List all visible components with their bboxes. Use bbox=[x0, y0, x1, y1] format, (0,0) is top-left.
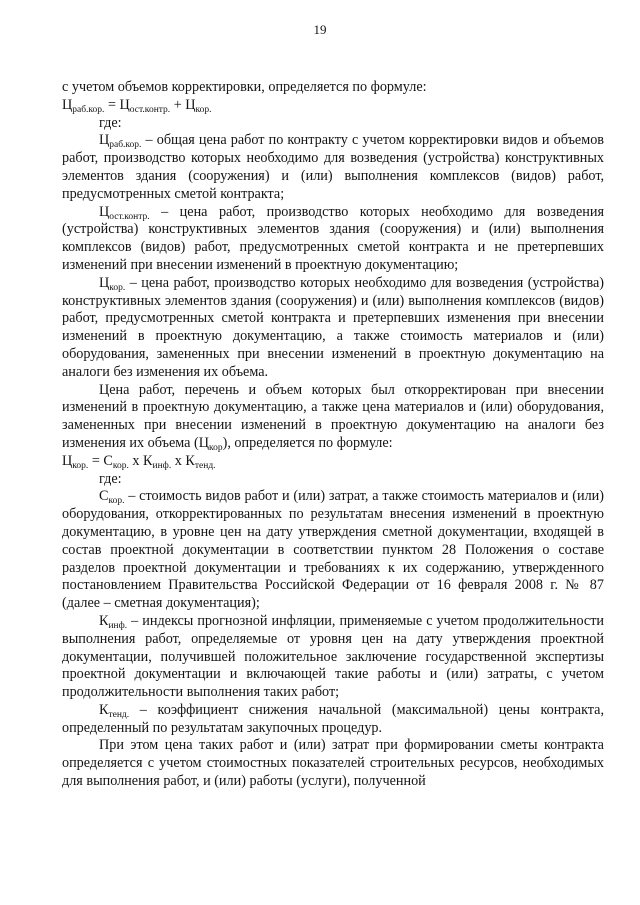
definition-symbol: С bbox=[99, 488, 109, 505]
intro-line: с учетом объемов корректировки, определяется по формуле: bbox=[62, 79, 427, 95]
formula-subscript: кор. bbox=[72, 460, 89, 471]
paragraph-corrected-works bbox=[62, 382, 604, 453]
formula-symbol: С bbox=[103, 452, 113, 469]
definition-tender-coefficient bbox=[62, 702, 604, 738]
definition-text: – цена работ, производство которых необходимо для возведения (устройства) конструктивных элементов здания (сооружения) и (или) выполнения комплексов (видов) работ, предусмотренных сметой контракта и претерпевших изменения при внесении изменений в проектную документацию, а также стоимость материалов и (или) оборудования, замененных при внесении изменений в проектную документацию на аналоги без изменения их объема. bbox=[62, 274, 604, 380]
formula-symbol: Ц bbox=[62, 452, 73, 469]
formula-symbol: К bbox=[143, 452, 153, 469]
paragraph-text: Цена работ, перечень и объем которых был откорректирован при внесении изменений в проектную документацию, а также цена материалов и (или) оборудования, замененных при внесении изменений в проектную документацию на аналоги без изменения их объема ( bbox=[62, 381, 604, 451]
formula-total-price bbox=[62, 97, 604, 115]
definition-subscript: кор. bbox=[108, 496, 125, 507]
document-body bbox=[62, 79, 604, 791]
formula-subscript: инф. bbox=[152, 460, 172, 471]
formula-operator: + bbox=[170, 96, 186, 113]
formula-operator: х bbox=[171, 452, 186, 469]
definition-symbol: Ц bbox=[99, 274, 110, 291]
paragraph-text-tail: ), определяется по формуле: bbox=[222, 434, 393, 451]
definition-symbol: Ц bbox=[99, 203, 110, 220]
where-label: где: bbox=[99, 470, 122, 487]
definition-inflation-index bbox=[62, 613, 604, 702]
definition-total-price bbox=[62, 132, 604, 203]
definition-text: – индексы прогнозной инфляции, применяемые с учетом продолжительности выполнения работ, определяемые от уровня цен на дату утверждения проектной документации, получившей положительное заключение государственной экспертизы проектной документации и включающей такие работы и (или) затраты, с учетом продолжительности выполнения таких работ; bbox=[62, 612, 604, 701]
where-label: где: bbox=[99, 114, 122, 131]
formula-operator: = bbox=[88, 452, 104, 469]
formula-symbol: Ц bbox=[119, 96, 130, 113]
formula-subscript: ост.контр. bbox=[129, 104, 171, 115]
page-number: 19 bbox=[313, 22, 327, 37]
formula-symbol: Ц bbox=[62, 96, 73, 113]
paragraph-estimate: При этом цена таких работ и (или) затрат при формировании сметы контракта определяется с учетом стоимостных показателей строительных ресурсов, необходимых для выполнения работ, и (или) работы (услуги), полученной bbox=[62, 737, 604, 790]
definition-text: – коэффициент снижения начальной (максимальной) цены контракта, определенный по результатам закупочных процедур. bbox=[62, 701, 604, 736]
definition-subscript: раб.кор. bbox=[109, 140, 142, 151]
definition-subscript: инф. bbox=[108, 620, 128, 631]
formula-operator: х bbox=[128, 452, 144, 469]
formula-subscript: кор. bbox=[112, 460, 129, 471]
inline-symbol: Ц bbox=[198, 434, 209, 451]
formula-subscript: кор. bbox=[195, 104, 212, 115]
definition-cost bbox=[62, 488, 604, 613]
definition-text: – цена работ, производство которых необходимо для возведения (устройства) конструктивных элементов здания (сооружения) и (или) выполнения комплексов (видов) работ, предусмотренных сметой контракта и не претерпевших изменений при внесении изменений в проектную документацию; bbox=[62, 203, 604, 273]
definition-remaining-price bbox=[62, 204, 604, 275]
definition-subscript: кор. bbox=[109, 282, 126, 293]
inline-subscript: кор bbox=[208, 442, 223, 453]
formula-operator: = bbox=[104, 96, 120, 113]
formula-symbol: Ц bbox=[185, 96, 196, 113]
definition-text: – общая цена работ по контракту с учетом корректировки видов и объемов работ, производство которых необходимо для возведения (устройства) конструктивных элементов здания (сооружения) и (или) выполнения комплексов (видов) работ, предусмотренных сметой контракта; bbox=[62, 132, 604, 202]
definition-corrected-price bbox=[62, 275, 604, 382]
definition-symbol: К bbox=[99, 612, 109, 629]
formula-subscript: раб.кор. bbox=[72, 104, 105, 115]
definition-subscript: ост.контр. bbox=[109, 211, 150, 222]
definition-text: – стоимость видов работ и (или) затрат, а также стоимость материалов и (или) оборудования, откорректированных по результатам внесения изменений в проектную документацию, в уровне цен на дату утверждения сметной документации, входящей в состав проектной документации в соответствии пунктом 28 Положения о составе разделов проектной документации и требованиях к их содержанию, утвержденного постановлением Правительства Российской Федерации от 16 февраля 2008 г. № 87 (далее – сметная документация); bbox=[62, 488, 604, 612]
formula-corrected-price bbox=[62, 453, 604, 471]
definition-symbol: К bbox=[99, 701, 109, 718]
formula-symbol: К bbox=[185, 452, 195, 469]
definition-subscript: тенд. bbox=[108, 709, 130, 720]
definition-symbol: Ц bbox=[99, 132, 110, 149]
formula-subscript: тенд. bbox=[194, 460, 216, 471]
